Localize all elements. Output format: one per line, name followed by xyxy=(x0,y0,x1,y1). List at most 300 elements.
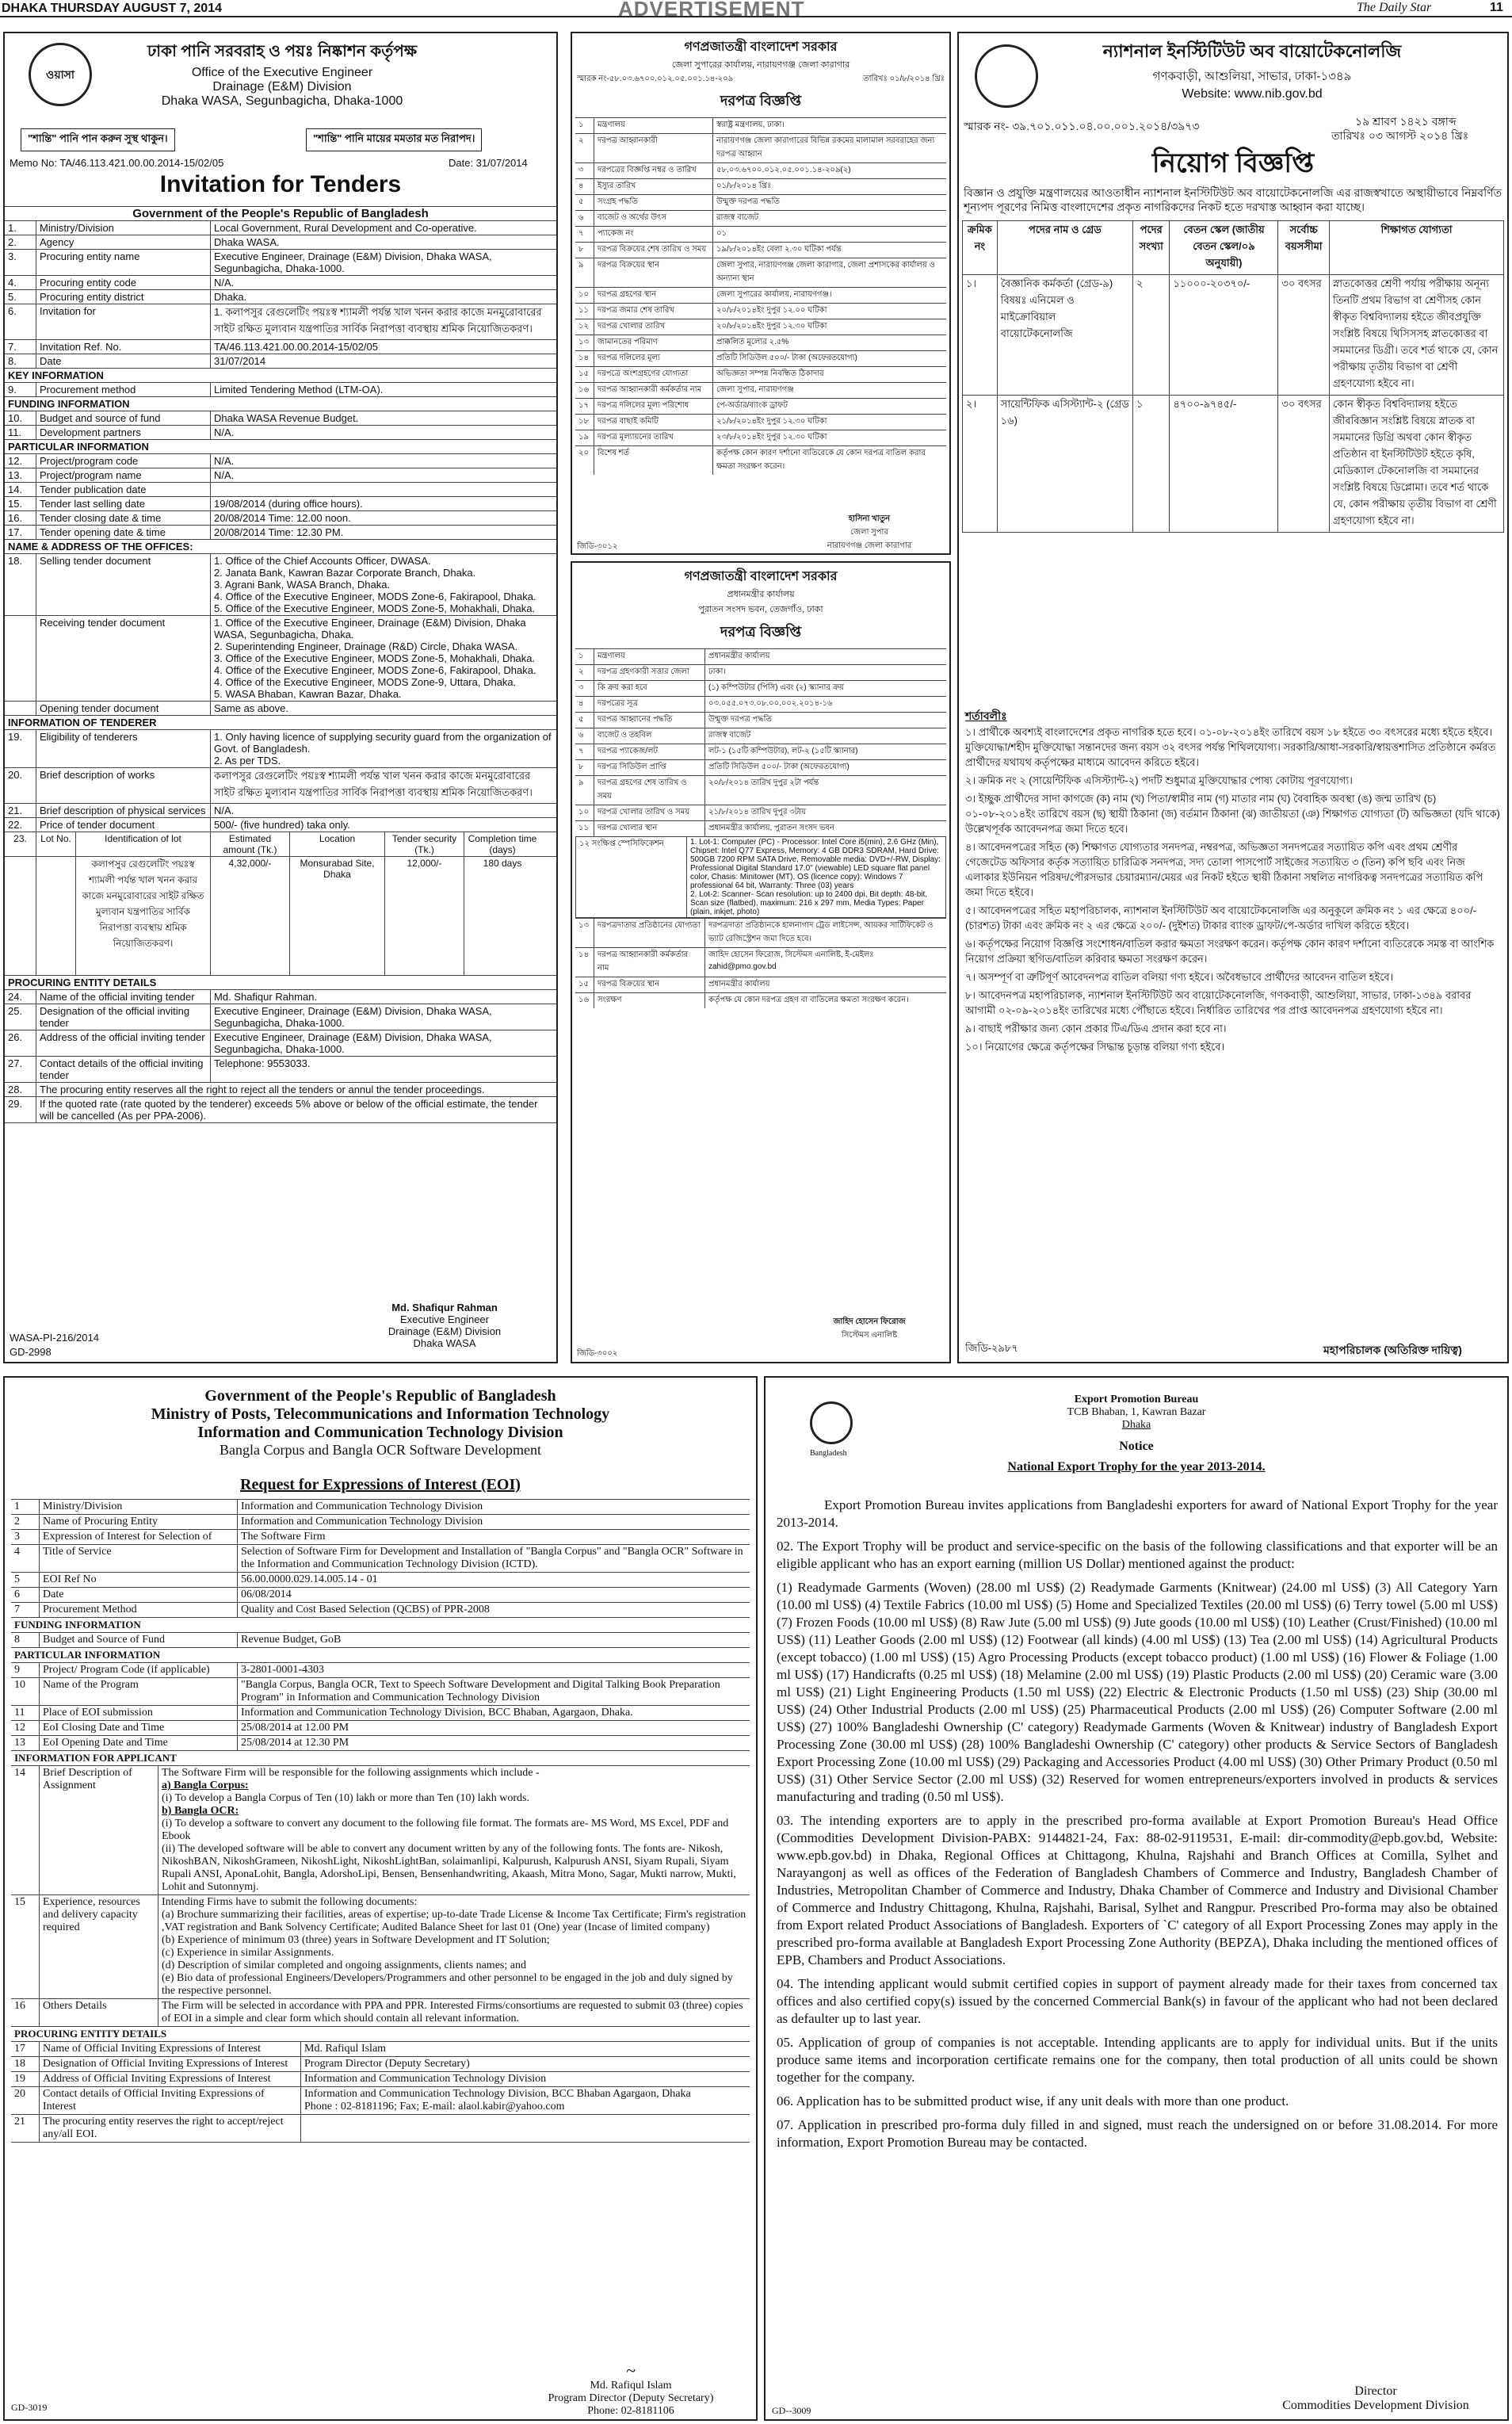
wasa-slogan: "শান্তি" পানি মায়ের মমতার মত নিরাপদ। xyxy=(306,128,482,151)
table-cell: EoI Closing Date and Time xyxy=(40,1721,238,1735)
notice-code: জিডি-৩০০২ xyxy=(577,1349,618,1358)
signer-designation: Director xyxy=(1354,2384,1397,2398)
table-cell: দরপত্র গ্রহণের শেষ তারিখ ও সময় xyxy=(594,776,705,805)
nib-column-header: পদের সংখ্যা xyxy=(1133,221,1170,275)
table-row xyxy=(575,117,946,133)
office-list-item: 3. Office of the Executive Engineer, MODS Zone-5, Mohakhali, Dhaka. xyxy=(214,652,536,664)
table-row xyxy=(5,1004,556,1030)
experience-label: Experience, resources and delivery capacity required xyxy=(40,1895,158,1998)
signer-designation: জেলা সুপার xyxy=(850,528,888,537)
office-row xyxy=(5,615,556,701)
selling-label: Selling tender document xyxy=(36,554,211,615)
table-cell: 4 xyxy=(11,1545,40,1572)
table-cell: ৪ xyxy=(575,179,594,194)
spec-item: 1. Lot-1: Computer (PC) - Processor: Intel Core i5(min), 2.6 GHz (Min), Chipset: Intel Q77 Express, Memory: 4 GB DDR3 SDRAM, Hard Drive: 500GB 7200 RPM SATA Drive, Removable media: DVD+/-RW, Display: Professional Digital Standard 17.0" (viewable) LED square flat panel color, Chasis: Minitower (MT), OS (licence copy): Windows 7 professional 64 bit, Warranty: Three (03) years xyxy=(690,838,941,890)
nib-heading: নিয়োগ বিজ্ঞপ্তি xyxy=(1151,148,1315,178)
table-cell: ২১/৮/২০১৪ইং দুপুর ১২.৩০ ঘটিকা xyxy=(716,417,827,426)
office-list-item: 5. WASA Bhaban, Kawran Bazar, Dhaka. xyxy=(214,688,402,700)
table-cell: ১৪ xyxy=(575,351,594,366)
table-cell: Agency xyxy=(36,235,211,249)
table-cell: ৫ xyxy=(575,713,594,728)
table-cell: রাজস্ব বাজেট xyxy=(708,731,751,740)
table-row xyxy=(575,664,946,680)
table-cell: The Software Firm xyxy=(241,1531,326,1543)
table-cell: প্রতিটি সিডিউল ৫০০/- টাকা (অফেরতযোগ্য) xyxy=(708,763,850,771)
table-row xyxy=(11,1587,750,1602)
table-cell: ৩ xyxy=(575,163,594,178)
table-cell: Budget and source of fund xyxy=(36,411,211,425)
table-cell: স্বরাষ্ট্র মন্ত্রণালয়, ঢাকা। xyxy=(716,120,785,129)
table-cell: 1. xyxy=(5,221,36,235)
table-cell: দরপত্র বিক্রয়ের স্থান xyxy=(594,258,713,287)
lot-header-cell: Estimated amount (Tk.) xyxy=(211,832,290,856)
table-cell: 9 xyxy=(11,1663,40,1677)
table-cell: প্রধানমন্ত্রীর কার্যালয় xyxy=(708,980,770,988)
table-cell: ১ xyxy=(575,118,594,133)
table-row xyxy=(575,648,946,664)
table-cell: 20/08/2014 Time: 12.30 PM. xyxy=(214,526,344,538)
table-cell: Procurement method xyxy=(36,383,211,396)
table-cell: জেলা সুপার, নারায়ণগঞ্জ xyxy=(716,385,794,394)
ict-experience-row: 15 Experience, resources and delivery capacity required Intending Firms have to submit the following documents: (a) Brochure summarizing their facilities, areas of expertise; up-to-date Trade License & Income Tax Certificate; Firm's registration ,VAT registration and Bank Solvency Certificate; Audited Balance Sheet for last 01 (One) year (Incase of limited company) (b) Experience of minimum 03 (three) years in Software Development and IT Solution; (c) Experience in similar Assignments. (d) Description of similar completed and ongoing assignments, clients names; and (e) Bio data of professional Engineers/Developers/Programmers and other personnel to be engaged in the job and duly signed by the respective personnel. xyxy=(11,1894,750,1998)
ict-header-line: Information and Communication Technology Division xyxy=(197,1424,563,1441)
table-row xyxy=(575,696,946,712)
table-cell: Designation of the official inviting tender xyxy=(36,1004,211,1030)
nib-post-row xyxy=(963,275,1504,396)
nib-post-cell: ১। xyxy=(963,275,998,396)
table-row xyxy=(575,319,946,335)
wasa-code: GD-2998 xyxy=(10,1346,52,1358)
experience-item: Intending Firms have to submit the following documents: xyxy=(162,1896,418,1908)
section-header: KEY INFORMATION xyxy=(5,368,556,382)
table-cell: Information and Communication Technology Division xyxy=(241,1501,483,1512)
office-list-item: 5. Office of the Executive Engineer, MODS Zone-5, Mohakhali, Dhaka. xyxy=(214,602,536,614)
table-row xyxy=(575,744,946,759)
wasa-memo: Memo No: TA/46.113.421.00.00.2014-15/02/05 xyxy=(10,157,224,169)
table-cell: Dhaka. xyxy=(214,291,247,303)
table-row xyxy=(575,992,946,1008)
table-cell: 12. xyxy=(5,454,36,468)
table-cell: ২ xyxy=(575,665,594,680)
nib-post-cell: সায়েন্টিফিক এসিস্ট্যান্ট-২ (গ্রেড ১৬) xyxy=(997,396,1132,533)
table-row xyxy=(5,1030,556,1056)
table-cell: 17. xyxy=(5,526,36,539)
table-row xyxy=(575,258,946,287)
table-cell: EoI Opening Date and Time xyxy=(40,1736,238,1750)
notice-code: জিডি-৩০১২ xyxy=(577,542,618,551)
table-cell xyxy=(211,483,556,496)
table-cell: বাজেট ও অর্থের উৎস xyxy=(594,211,713,226)
signer-name: হাসিনা খাতুন xyxy=(848,514,891,523)
nib-condition: ১০। নিয়োগের ক্ষেত্রে কর্তৃপক্ষের সিদ্ধান্ত চূড়ান্ত বলিয়া গণ্য হইবে। xyxy=(965,1041,1225,1053)
jail-tender-notice xyxy=(571,32,951,555)
table-cell: 10. xyxy=(5,411,36,425)
table-cell: 31/07/2014 xyxy=(214,355,266,367)
header-dateline: DHAKA THURSDAY AUGUST 7, 2014 xyxy=(2,2,222,15)
table-row xyxy=(11,1529,750,1544)
table-cell: 2. xyxy=(5,235,36,249)
lot-cell: 12,000/- xyxy=(385,857,464,975)
table-cell: 7 xyxy=(11,1603,40,1617)
nib-post-cell: ২। xyxy=(963,396,998,533)
lot-cell xyxy=(5,857,36,975)
table-cell: দরপত্র আহ্বানকারী কর্মকর্তার নাম xyxy=(594,383,713,398)
table-row xyxy=(11,2086,750,2114)
table-cell: ২১/৮/২০১৪ তারিখ দুপুর ৩টায় xyxy=(708,808,806,816)
lot-header-cell: Completion time (days) xyxy=(468,833,537,855)
experience-item: (b) Experience of minimum 03 (three) years in Software Development and IT Solution; xyxy=(162,1934,550,1946)
table-cell: ০১ xyxy=(716,229,727,238)
wasa-title-bn: ঢাকা পানি সরবরাহ ও পয়ঃ নিষ্কাশন কর্তৃপক্ষ xyxy=(147,43,418,60)
wasa-office-line: Dhaka WASA, Segunbagicha, Dhaka-1000 xyxy=(161,94,403,108)
table-cell: 500/- (five hundred) taka only. xyxy=(214,819,350,831)
section-header: PROCURING ENTITY DETAILS xyxy=(11,2026,750,2041)
table-cell: Project/ Program Code (if applicable) xyxy=(40,1663,238,1677)
table-cell: ১৯/৮/২০১৪ইং বেলা ২.৩০ ঘটিকা পর্যন্ত xyxy=(716,245,842,254)
table-cell: Executive Engineer, Drainage (E&M) Division, Dhaka WASA, Segunbagicha, Dhaka-1000. xyxy=(214,250,492,274)
table-cell: 25. xyxy=(5,1004,36,1030)
table-cell: জেলা সুপার, নারায়ণগঞ্জ জেলা কারাগার, জেলা প্রশাসকের কার্যালয় ও অন্যান্য স্থান xyxy=(716,261,935,283)
table-cell: ১০ xyxy=(575,805,594,820)
table-row xyxy=(5,817,556,832)
wasa-office-line: Office of the Executive Engineer xyxy=(191,66,373,79)
notice-gov-title: গণপ্রজাতন্ত্রী বাংলাদেশ সরকার xyxy=(684,40,838,54)
table-row xyxy=(575,178,946,194)
nib-post-cell: ২ xyxy=(1133,275,1170,396)
epb-paragraph: 03. The intending exporters are to apply in the prescribed pro-forma available at Export Promotion Bureau's Head Office (Commodities Development Division-PABX: 9144821-24, Fax: 88-02-9119531, E-mail: dir-commodity@epb.gov.bd, Website: www.epb.gov.bd) in Dhaka, Regional Offices at Chittagong, Khulna, Rajshahi and Branch Offices at Comilla, Sylhet and Narayangonj as well as offices of the Federation of Bangladesh Chambers of Commerce and Industry, Bangladesh Chamber of Industries, Metropolitan Chamber of Commerce and Industry, Dhaka Chamber of Commerce and Industry and Divisional Chamber of Commerce and Industry Chittagong, Khulna, Rajshahi, Barisal, Sylhet and Rangpur. Prescribed Pro-forma may also be obtained from Export related Product Associations of Bangladesh. Exporters of `C' category of all Export Processing Zones may apply in the prescribed pro-forma available at Bangladesh Export Processing Zone Authority (BEPZA), Dhaka including the mentioned offices of EPB, Chambers and Product Associations. xyxy=(777,1813,1498,1967)
table-row xyxy=(5,989,556,1004)
table-row xyxy=(11,2056,750,2071)
table-cell: দরপত্র মূল্যায়নের তারিখ xyxy=(594,430,713,445)
wasa-slogan: "শান্তি" পানি পান করুন সুস্থ থাকুন। xyxy=(21,128,175,151)
table-cell: দরপত্রের সূত্র xyxy=(594,697,705,712)
table-row xyxy=(575,820,946,836)
table-row xyxy=(11,1662,750,1677)
table-row xyxy=(575,350,946,366)
nib-intro: বিজ্ঞান ও প্রযুক্তি মন্ত্রণালয়ের আওতাধীন ন্যাশনাল ইনস্টিটিউট অব বায়োটেকনোলজি এর রাজস্বখাতে অস্থায়ীভাবে নিম্নবর্ণিত শূন্যপদ পূরণের নিমিত্ত বাংলাদেশের প্রকৃত নাগরিকদের নিকট হতে দরখাস্ত আহ্বান করা যাচ্ছে। xyxy=(964,186,1502,213)
table-cell: ১৮ xyxy=(575,415,594,430)
table-cell: ২০/৮/২০১৪ তারিখ দুপুর ২টা পর্যন্ত xyxy=(708,778,819,787)
table-cell: কর্তৃপক্ষ কোন কারণ দর্শানো ব্যতিরেকে যে কোন দরপত্র বাতিল করার ক্ষমতা সংরক্ষণ করেন। xyxy=(716,449,926,471)
table-cell: 13. xyxy=(5,468,36,482)
nib-post-cell: ৩০ বৎসর xyxy=(1278,275,1330,396)
table-cell: দরপত্র গ্রহণকারী সত্তার জেলা xyxy=(594,665,705,680)
table-row xyxy=(5,525,556,539)
table-cell: Invitation for xyxy=(36,304,211,339)
table-row xyxy=(11,1705,750,1720)
signer-phone: Phone: 02-8181106 xyxy=(587,2405,674,2417)
nib-post-cell: ১ xyxy=(1133,396,1170,533)
table-cell: 2 xyxy=(11,1515,40,1529)
spec-row xyxy=(575,836,946,918)
table-cell: Development partners xyxy=(36,426,211,439)
table-cell: 1. Only having licence of supplying security guard from the organization of Govt. of Bangladesh. 2. As per TDS. xyxy=(214,731,552,767)
table-cell: উন্মুক্ত দরপত্র পদ্ধতি xyxy=(708,715,773,724)
nib-date: তারিখঃ ০৩ আগস্ট ২০১৪ খ্রিঃ xyxy=(1331,129,1469,142)
table-row xyxy=(5,304,556,339)
epb-paragraph: 02. The Export Trophy will be product and service-specific on the basis of the following classifications and that exporter will be an eligible applicant who has an export earning (million US Dollar) mentioned against the product: xyxy=(777,1539,1498,1571)
epb-paragraph: 06. Application has to be submitted product wise, if any unit deals with more than one product. xyxy=(777,2093,1289,2109)
nib-post-cell: ১১০০০-২০৩৭০/- xyxy=(1170,275,1278,396)
table-cell: 8 xyxy=(11,1633,40,1647)
section-header: FUNDING INFORMATION xyxy=(5,396,556,411)
wasa-signature xyxy=(338,1302,552,1349)
signer-division: Drainage (E&M) Division xyxy=(388,1325,502,1337)
table-row xyxy=(5,354,556,368)
table-cell: N/A. xyxy=(214,426,235,438)
table-cell: N/A. xyxy=(214,277,235,289)
section-header: PARTICULAR INFORMATION xyxy=(5,439,556,453)
wasa-logo: ওয়াসা xyxy=(29,43,92,106)
lot-header-cell: 23. xyxy=(5,832,36,856)
table-cell: Procurement Method xyxy=(40,1603,238,1617)
table-cell: ১ xyxy=(575,649,594,664)
notice-office: পুরাতন সংসদ ভবন, তেজগাঁও, ঢাকা xyxy=(698,605,823,614)
table-cell: Tender publication date xyxy=(36,483,211,496)
table-cell: Executive Engineer, Drainage (E&M) Division, Dhaka WASA, Segunbagicha, Dhaka-1000. xyxy=(214,1031,492,1055)
table-cell: ০১/৮/২০১৪ খ্রিঃ xyxy=(716,182,772,190)
ict-code: GD-3019 xyxy=(11,2402,48,2413)
table-cell: 21 xyxy=(11,2115,40,2142)
table-cell: জামানতের পরিমাণ xyxy=(594,335,713,350)
nib-condition: ৯। বাছাই পরীক্ষার জন্য কোন প্রকার টিএ/ডিএ প্রদান করা হবে না। xyxy=(965,1023,1227,1034)
section-header: INFORMATION FOR APPLICANT xyxy=(11,1750,750,1765)
table-cell: ২ xyxy=(575,134,594,162)
header-logo: The Daily Star xyxy=(1357,1,1432,14)
table-cell: Ministry/Division xyxy=(36,221,211,235)
table-cell: বিশেষ শর্ত xyxy=(594,446,713,475)
table-cell: ৪ xyxy=(575,697,594,712)
header-section: ADVERTISEMENT xyxy=(618,0,805,21)
table-cell: ৮ xyxy=(575,760,594,775)
table-cell: ৭ xyxy=(575,227,594,242)
table-cell: 19. xyxy=(5,730,36,767)
table-row xyxy=(575,335,946,350)
table-cell: Budget and Source of Fund xyxy=(40,1633,238,1647)
wasa-header xyxy=(108,40,456,109)
table-cell: Date xyxy=(40,1588,238,1602)
nib-conditions-title: শর্তাবলীঃ xyxy=(965,709,1007,722)
table-row xyxy=(5,767,556,803)
table-cell: Tender last selling date xyxy=(36,497,211,510)
lot-header-cell: Identification of lot xyxy=(76,832,211,856)
table-cell: দরপত্রে অংশগ্রহণের যোগ্যতা xyxy=(594,367,713,382)
nib-column-header: সর্বোচ্চ বয়সসীমা xyxy=(1278,221,1330,275)
signer-org: Dhaka WASA xyxy=(413,1337,476,1349)
table-row xyxy=(5,411,556,425)
table-cell: Date xyxy=(36,354,211,368)
table-cell: ৮ xyxy=(575,243,594,258)
nib-post-cell: ৩০ বৎসর xyxy=(1278,396,1330,533)
table-cell: 11 xyxy=(11,1706,40,1720)
table-cell: দরপত্র দলিলের মূল্য পরিশোধ xyxy=(594,399,713,414)
table-cell: দরপত্র গ্রহণের স্থান xyxy=(594,288,713,303)
section-header: PROCURING ENTITY DETAILS xyxy=(5,975,556,989)
wasa-office-line: Drainage (E&M) Division xyxy=(212,80,352,94)
table-cell: Dhaka WASA. xyxy=(214,236,280,248)
nib-code: জিডি-২৯৮৭ xyxy=(965,1342,1018,1354)
table-cell: দরপত্র আহ্বানের পদ্ধতি xyxy=(594,713,705,728)
table-row xyxy=(575,759,946,775)
table-row xyxy=(5,339,556,354)
table-cell: 27. xyxy=(5,1057,36,1082)
notice-office: জেলা সুপারের কার্যালয়, নারায়ণগঞ্জ জেলা কারাগার xyxy=(671,60,850,70)
table-cell xyxy=(301,2115,750,2142)
table-cell: 18 xyxy=(11,2057,40,2071)
table-cell: ১৫ xyxy=(575,367,594,382)
wasa-gov-line: Government of the People's Republic of Bangladesh xyxy=(5,206,556,220)
table-row xyxy=(11,1720,750,1735)
signer-designation: Program Director (Deputy Secretary) xyxy=(548,2392,714,2404)
signer-name: Md. Rafiqul Islam xyxy=(590,2380,672,2392)
notice-gov-title: গণপ্রজাতন্ত্রী বাংলাদেশ সরকার xyxy=(684,570,838,583)
table-cell: দরপত্র বিক্রয়ের স্থান xyxy=(594,977,705,992)
table-cell: ১১ xyxy=(575,821,594,836)
table-cell: দরপত্রদাতা প্রতিষ্ঠানকে হালনাগাদ ট্রেড লাইসেন্স, আয়কর সার্টিফিকেট ও ভ্যাট রেজিস্ট্রেশন জমা দিতে হবে। xyxy=(708,921,934,943)
table-cell: Selection of Software Firm for Development and Installation of "Bangla Corpus" and "Bangla OCR" Software in the Information and Communication Technology Division (ICTD). xyxy=(241,1546,743,1570)
opening-label: Opening tender document xyxy=(36,702,211,715)
signer-division: Commodities Development Division xyxy=(1282,2399,1469,2412)
table-row xyxy=(575,366,946,382)
wasa-heading: Invitation for Tenders xyxy=(159,171,402,197)
nib-condition: ১। প্রার্থীকে অবশ্যই বাংলাদেশের প্রকৃত নাগরিক হতে হবে। ০১-০৮-২০১৪ইং তারিখে বয়স ১৮ হইতে ৩০ বৎসরের মধ্যে হইতে হইবে। মুক্তিযোদ্ধা/শহীদ মুক্তিযোদ্ধা সন্তানদের জন্য বয়স ৩২ বৎসর পর্যন্ত শিথিলযোগ্য। সরকারি/আধা-সরকারি/স্বায়ত্তশাসিত প্রতিষ্ঠানে কর্মরত প্রার্থীদের যথাযথ কর্তৃপক্ষের মাধ্যমে আবেদন করিতে হইবে। xyxy=(965,726,1496,768)
table-cell: Price of tender document xyxy=(36,818,211,832)
table-cell: ১৩ xyxy=(575,919,594,947)
notice-signature xyxy=(794,1316,945,1343)
nib-title: ন্যাশনাল ইনস্টিটিউট অব বায়োটেকনোলজি xyxy=(1102,41,1402,61)
table-cell: দরপত্র প্যাকেজ/লট xyxy=(594,744,705,759)
table-cell: 1. কলাপসুর রেগুলেটিং পয়ঃস্ব শ্যামলী পর্যন্ত খাল খনন করার কাজে মনমুরোবারের সাইট রক্ষিত মুল্যবান যন্ত্রপাতির সার্বিক নিরাপত্তা ব্যবস্থায় শ্রমিক নিয়োজিতকরণ। xyxy=(214,306,542,335)
table-cell: 25/08/2014 at 12.30 PM xyxy=(241,1737,349,1749)
table-row xyxy=(575,430,946,445)
signature-mark: ~ xyxy=(626,2361,636,2380)
section-header: PARTICULAR INFORMATION xyxy=(11,1647,750,1662)
epb-address: TCB Bhaban, 1, Kawran Bazar xyxy=(1067,1406,1206,1418)
table-cell: 9. xyxy=(5,383,36,396)
table-cell: ১৬ xyxy=(575,383,594,398)
table-row xyxy=(11,2041,750,2056)
table-row xyxy=(575,680,946,696)
table-cell: মন্ত্রণালয় xyxy=(594,118,713,133)
wasa-row-29: 29. If the quoted rate (rate quoted by the tenderer) exceeds 5% above or below of the official estimate, the tender will be cancelled (As per PPA-2006). xyxy=(5,1096,556,1123)
brief-item: The Software Firm will be responsible for the following assignments which include - xyxy=(162,1767,540,1779)
table-cell: TA/46.113.421.00.00.2014-15/02/05 xyxy=(214,341,378,353)
ict-header-line: Ministry of Posts, Telecommunications and Information Technology xyxy=(151,1405,610,1423)
table-row xyxy=(5,220,556,235)
table-cell: 6. xyxy=(5,304,36,339)
table-cell: 12 xyxy=(11,1721,40,1735)
table-cell: Ministry/Division xyxy=(40,1500,238,1514)
nib-post-cell: কোন স্বীকৃত বিশ্ববিদ্যালয় হইতে জীববিজ্ঞান সংশ্লিষ্ট বিষয়ে স্নাতক বা সমমানের ডিগ্রি অথবা কোন স্বীকৃত প্রতিষ্ঠান বা ইনস্টিটিউট হইতে কৃষি, মেডিক্যাল টেকনোলজি বা সমমানের সংশ্লিষ্ট বিষয়ে ডিপ্লোমা। তবে শর্ত থাকে যে, কোন পরীক্ষায় তৃতীয় বিভাগ বা শ্রেণী গ্রহণযোগ্য হইবে না। xyxy=(1330,396,1504,533)
notice-date: তারিখঃ ০১/৮/২০১৪ খ্রিঃ xyxy=(863,75,945,83)
table-cell: ২৩/৮/২০১৪ইং দুপুর ১২.৩০ ঘটিকা xyxy=(716,433,827,442)
page-header xyxy=(0,0,1512,21)
table-cell: Expression of Interest for Selection of xyxy=(40,1530,238,1544)
brief-label: Brief Description of Assignment xyxy=(40,1766,158,1894)
brief-item: (i) To develop a software to convert any document to the following file format. The formats are- MS Word, MS Excel, PDF and Ebook xyxy=(162,1818,729,1842)
epb-paragraph: 04. The intending applicant would submit certified copies in support of payment already made for their taxes from concerned tax offices and also certified copy(s) issued by the concerned Commercial Bank(s) in favour of the applicant who had not been declared as defaulter up to last year. xyxy=(777,1976,1498,2026)
table-cell: ১৫ xyxy=(575,977,594,992)
table-cell: 3 xyxy=(11,1530,40,1544)
table-row xyxy=(5,289,556,304)
table-cell: Dhaka WASA Revenue Budget. xyxy=(214,412,359,424)
table-row xyxy=(575,414,946,430)
wasa-table xyxy=(5,206,556,1123)
table-cell: ১৯ xyxy=(575,430,594,445)
table-cell: ১৭ xyxy=(575,399,594,414)
nib-condition: ২। ক্রমিক নং ২ (সায়েন্টিফিক এসিস্ট্যান্ট-২) পদটি শুধুমাত্র মুক্তিযোদ্ধার পোষ্য কোটায় পূরণযোগ্য। xyxy=(965,774,1353,786)
office-list-item: 1. Office of the Executive Engineer, Drainage (E&M) Division, Dhaka WASA, Segunbagicha, Dhaka. xyxy=(214,617,526,640)
table-row xyxy=(5,275,556,289)
epb-trophy-heading: National Export Trophy for the year 2013-2014. xyxy=(1007,1460,1266,1474)
table-cell: পে-অর্ডার/ব্যাংক ড্রাফট xyxy=(716,401,788,410)
table-cell: দরপত্র খোলার তারিখ ও সময় xyxy=(594,805,705,820)
nib-recruitment-notice xyxy=(957,32,1509,1363)
table-cell: ৭ xyxy=(575,744,594,759)
table-cell: 25/08/2014 at 12.00 PM xyxy=(241,1722,349,1734)
header-page-number: 11 xyxy=(1490,1,1503,14)
table-cell: 17 xyxy=(11,2042,40,2056)
nib-post-table xyxy=(962,220,1504,533)
table-cell: Information and Communication Technology Division, BCC Bhaban, Agargaon, Dhaka. xyxy=(241,1707,633,1719)
table-cell: 5. xyxy=(5,290,36,304)
table-cell: দরপত্রদাতার প্রতিষ্ঠানের যোগ্যতা xyxy=(594,919,705,947)
table-cell: N/A. xyxy=(214,805,235,816)
table-cell: 13 xyxy=(11,1736,40,1750)
table-row xyxy=(5,425,556,439)
table-cell: ১১ xyxy=(575,304,594,319)
table-cell: কলাপসুর রেগুলেটিং পয়ঃস্ব শ্যামলী পর্যন্ত খাল খনন করার কাজে মনমুরোবারের সাইট রক্ষিত মুল্যবান যন্ত্রপাতির সার্বিক নিরাপত্তা ব্যবস্থায় শ্রমিক নিয়োজিতকরণ। xyxy=(214,770,533,798)
table-cell: Information and Communication Technology Division xyxy=(304,2073,547,2085)
nib-post-row xyxy=(963,396,1504,533)
brief-item: b) Bangla OCR: xyxy=(162,1805,239,1817)
table-cell: লট-১ (১৫টি কম্পিউটার), লট-২ (১৫টি স্ক্যানার) xyxy=(708,747,858,755)
table-row xyxy=(11,1735,750,1750)
table-row xyxy=(11,1572,750,1587)
lot-cell xyxy=(36,857,76,975)
table-row xyxy=(11,2114,750,2142)
table-cell: 16. xyxy=(5,511,36,525)
signer-designation: সিস্টেমস এনালিষ্ট xyxy=(841,1331,898,1340)
nib-condition: ৮। আবেদনপত্র মহাপরিচালক, ন্যাশনাল ইনস্টিটিউট অব বায়োটেকনোলজি, গণকবাড়ী, আশুলিয়া, সাভার, ঢাকা-১৩৪৯ বরাবর আগামী ০২-০৯-২০১৪ইং তারিখের মধ্যে পৌঁছাতে হইবে। নির্ধারিত তারিখের পর প্রাপ্ত আবেদনপত্র গ্রহণযোগ্য হইবে না। xyxy=(965,989,1472,1016)
nib-post-cell: স্নাতকোত্তর শ্রেণী পর্যায় পরীক্ষায় অনূন্য তিনটি প্রথম বিভাগ বা শ্রেণীসহ কোন স্বীকৃত বিশ্ববিদ্যালয় হইতে জীবপ্রযুক্তি সংশ্লিষ্ট বিষয়ে থিসিসসহ স্নাতকোত্তর বা সমমানের ডিগ্রী। তবে শর্ত থাকে যে, কোন পরীক্ষায় তৃতীয় বিভাগ বা শ্রেণী গ্রহণযোগ্য হইবে না। xyxy=(1330,275,1504,396)
nib-condition: ৬। কর্তৃপক্ষের নিয়োগ বিজ্ঞপ্তি সংশোধন/বাতিল করার ক্ষমতা সংরক্ষণ করেন। কর্তৃপক্ষ কোন কারণ দর্শানো ব্যতিরেকে সমস্ত বা আংশিক নিয়োগ প্রক্রিয়া স্থগিত/বাতিল করিবার ক্ষমতা সংরক্ষণ করেন। xyxy=(965,938,1495,965)
table-cell: Information and Communication Technology Division xyxy=(241,1516,483,1527)
section-header: FUNDING INFORMATION xyxy=(11,1617,750,1632)
table-cell: Project/program code xyxy=(36,454,211,468)
table-cell: অভিজ্ঞতা সম্পন্ন নিবন্ধিত ঠিকাদার xyxy=(716,369,824,378)
epb-code: GD--3009 xyxy=(772,2405,811,2416)
table-cell: Invitation Ref. No. xyxy=(36,340,211,354)
nib-condition: ৫। আবেদনপত্রের সহিত মহাপরিচালক, ন্যাশনাল ইনস্টিটিউট অব বায়োটেকনোলজি এর অনুকূলে ক্রমিক নং ১ এর ক্ষেত্রে ৪০০/- (চারশত) টাকা এবং ক্রমিক নং ২ এর ক্ষেত্রে ২০০/- (দুইশত) টাকার ব্যাংক ড্রাফট/পে-অর্ডার দাখিল করিতে হইবে। xyxy=(965,904,1477,931)
table-cell: ৫ xyxy=(575,195,594,210)
table-cell: EOI Ref No xyxy=(40,1573,238,1587)
table-cell: 10 xyxy=(11,1678,40,1705)
table-cell: প্রতিটি সিডিউল ৫০০/- টাকা (অফেরতযোগ্য) xyxy=(716,354,857,362)
table-cell: Procuring entity district xyxy=(36,290,211,304)
brief-item: (i) To develop a Bangla Corpus of Ten (10) lakh or more than Ten (10) lakh words. xyxy=(162,1792,530,1804)
notice-heading: দরপত্র বিজ্ঞপ্তি xyxy=(720,624,802,640)
table-row xyxy=(5,453,556,468)
table-cell: 06/08/2014 xyxy=(241,1589,292,1600)
office-list-item: 1. Office of the Chief Accounts Officer, DWASA. xyxy=(214,555,431,567)
table-cell: কর্তৃপক্ষ যে কোন দরপত্র গ্রহণ বা বাতিলের ক্ষমতা সংরক্ষণ করেন। xyxy=(708,996,909,1004)
table-cell: Md. Rafiqul Islam xyxy=(304,2043,387,2055)
table-cell: Revenue Budget, GoB xyxy=(241,1634,342,1646)
table-row xyxy=(575,445,946,475)
table-cell: ২০/৮/২০১৪ইং দুপুর ১২.৩০ ঘটিকা xyxy=(716,322,827,331)
table-cell: Name of the official inviting tender xyxy=(36,990,211,1004)
